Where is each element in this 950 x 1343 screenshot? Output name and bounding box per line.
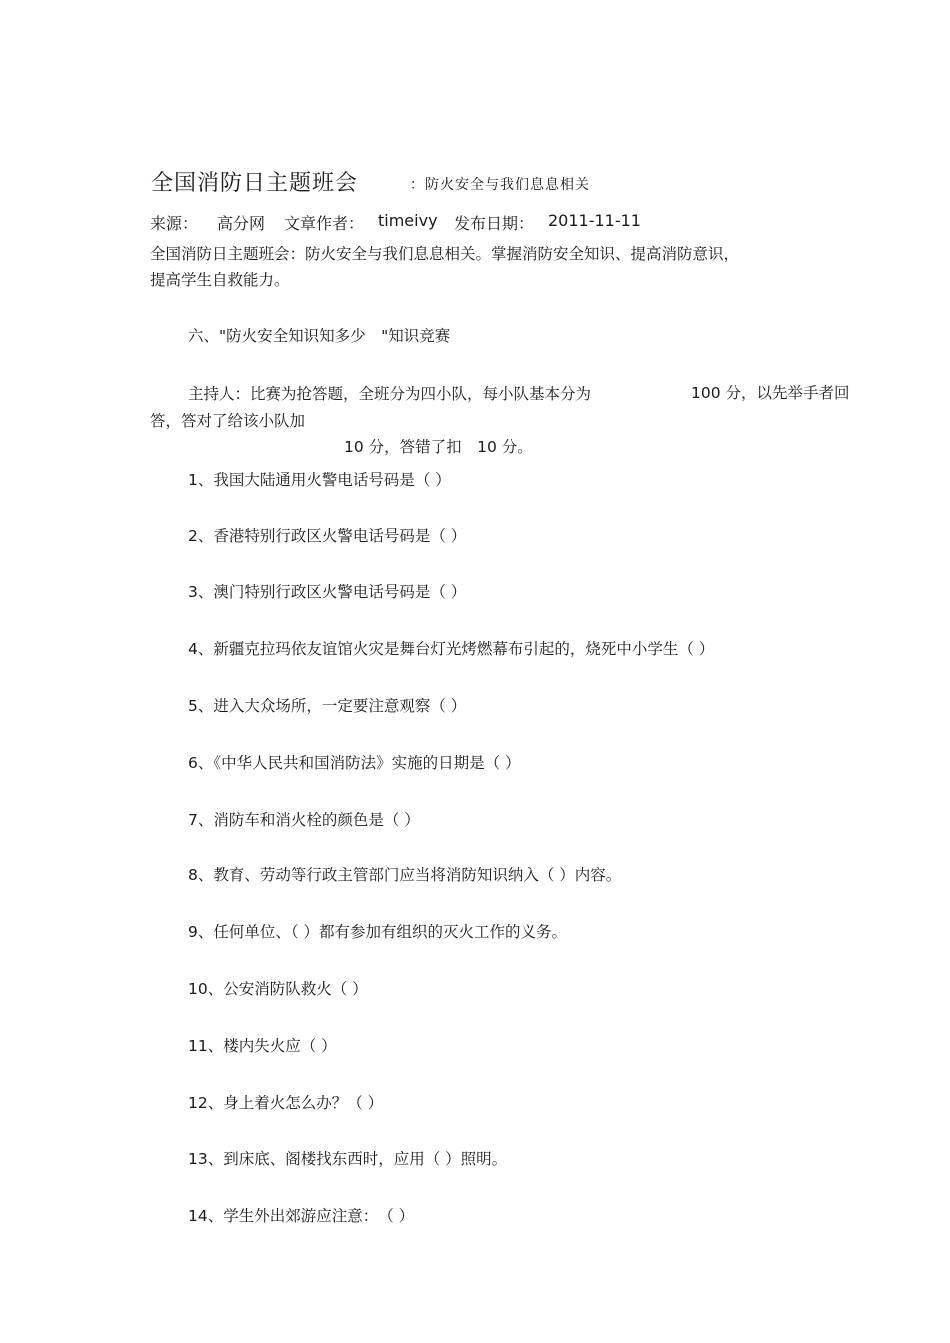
intro-line-2: 提高学生自救能力。 (150, 271, 290, 289)
question-13: 13、到床底、阁楼找东西时，应用（ ）照明。 (188, 1150, 508, 1168)
date-label: 发布日期： (454, 214, 535, 233)
question-2: 2、香港特别行政区火警电话号码是（ ） (188, 527, 467, 545)
source-label: 来源： (150, 214, 199, 233)
host-line-2: 答，答对了给该小队加 (150, 412, 306, 430)
page-subtitle: ：防火安全与我们息息相关 (410, 177, 590, 193)
page-title: 全国消防日主题班会 (151, 171, 359, 196)
question-5: 5、进入大众场所，一定要注意观察（ ） (188, 697, 467, 715)
author-label: 文章作者： (284, 214, 365, 233)
question-6: 6、《中华人民共和国消防法》实施的日期是（ ） (188, 754, 521, 772)
question-7: 7、消防车和消火栓的颜色是（ ） (188, 811, 420, 829)
intro-line-1: 全国消防日主题班会：防火安全与我们息息相关。掌握消防安全知识、提高消防意识， (150, 245, 740, 263)
question-4: 4、新疆克拉玛依友谊馆火灾是舞台灯光烤燃幕布引起的，烧死中小学生（ ） (188, 640, 715, 658)
question-14: 14、学生外出郊游应注意： （ ） (188, 1207, 415, 1225)
question-12: 12、身上着火怎么办？（ ） (188, 1094, 384, 1112)
section-heading: 六、"防火安全知识知多少 "知识竞赛 (188, 327, 451, 345)
question-8: 8、教育、劳动等行政主管部门应当将消防知识纳入（ ）内容。 (188, 866, 622, 884)
host-line-1b: 100 分，以先举手者回 (691, 384, 850, 402)
host-line-1a: 主持人：比赛为抢答题，全班分为四小队，每小队基本分为 (188, 385, 592, 403)
question-10: 10、公安消防队救火（ ） (188, 980, 368, 998)
host-line-3: 10 分，答错了扣 10 分。 (344, 438, 533, 456)
question-3: 3、澳门特别行政区火警电话号码是（ ） (188, 583, 467, 601)
question-9: 9、任何单位、（ ）都有参加有组织的灭火工作的义务。 (188, 923, 568, 941)
author-value: timeivy (378, 211, 438, 230)
date-value: 2011-11-11 (548, 211, 641, 230)
source-value: 高分网 (217, 214, 266, 233)
question-11: 11、楼内失火应（ ） (188, 1037, 337, 1055)
question-1: 1、我国大陆通用火警电话号码是（ ） (188, 471, 451, 489)
